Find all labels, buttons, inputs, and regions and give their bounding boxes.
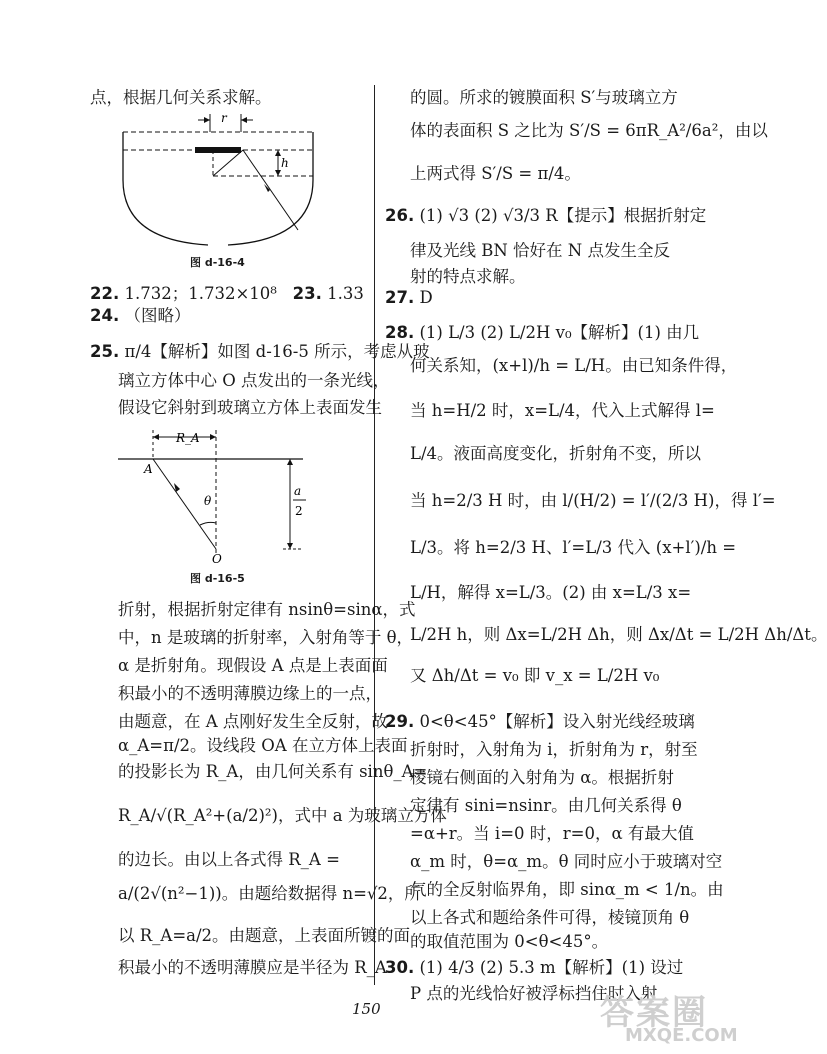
text-line: L/4。液面高度变化，折射角不变，所以 — [410, 444, 702, 463]
answer-text: 0<θ<45°【解析】设入射光线经玻璃 — [419, 712, 695, 731]
text-line: P 点的光线恰好被浮标挡住时入射 — [410, 984, 658, 1003]
question-row — [90, 283, 364, 305]
answer-text: 1.732；1.732×10⁸ — [124, 284, 277, 303]
text-line: 的取值范围为 0<θ<45°。 — [410, 932, 609, 951]
text-line: =α+r。当 i=0 时，r=0，α 有最大值 — [410, 824, 694, 843]
fig1-r-label: r — [221, 111, 227, 125]
watermark-logo: 答案圈 — [600, 993, 708, 1033]
question-row — [385, 287, 433, 309]
fig2-theta-label: θ — [204, 494, 212, 508]
question-row — [385, 322, 699, 344]
answer-text: π/4【解析】如图 d-16-5 所示，考虑从玻 — [124, 342, 430, 361]
fig1-h-label: h — [281, 156, 289, 170]
text-line: 积最小的不透明薄膜边缘上的一点， — [118, 684, 382, 703]
text-line: 由题意，在 A 点刚好发生全反射，故 — [118, 712, 388, 731]
question-number: 29. — [385, 712, 415, 731]
text-line: 的边长。由以上各式得 R_A = — [118, 850, 340, 869]
text-line: 假设它斜射到玻璃立方体上表面发生 — [118, 398, 382, 417]
text-line: α_m 时，θ=α_m。θ 同时应小于玻璃对空 — [410, 852, 723, 871]
text-line: 棱镜右侧面的入射角为 α。根据折射 — [410, 768, 674, 787]
question-row — [90, 341, 430, 363]
text-line: 以上各式和题给条件可得，棱镜顶角 θ — [410, 908, 690, 927]
question-row — [385, 957, 683, 979]
text-line: 当 h=H/2 时，x=L/4，代入上式解得 l= — [410, 401, 715, 420]
answer-text: D — [419, 288, 433, 307]
text-line: R_A/√(R_A²+(a/2)²)，式中 a 为玻璃立方体 — [118, 806, 447, 825]
column-divider — [374, 85, 375, 985]
text-line: 射的特点求解。 — [410, 267, 526, 286]
question-row — [90, 305, 190, 327]
watermark-url: MXQE.COM — [625, 1025, 738, 1046]
text-line: 的圆。所求的镀膜面积 S′与玻璃立方 — [410, 88, 678, 107]
figure-caption: 图 d-16-4 — [190, 256, 245, 269]
text-line: 点，根据几何关系求解。 — [90, 88, 272, 107]
answer-text: (1) 4/3 (2) 5.3 m【解析】(1) 设过 — [419, 958, 684, 977]
text-line: 折射，根据折射定律有 nsinθ=sinα，式 — [118, 600, 416, 619]
fig2-ra-label: R_A — [176, 431, 200, 445]
answer-text: (1) L/3 (2) L/2H v₀【解析】(1) 由几 — [419, 323, 700, 342]
figure-d-16-4 — [118, 110, 318, 255]
answer-text: （图略） — [124, 306, 191, 325]
question-number: 22. — [90, 284, 120, 303]
page-number: 150 — [352, 1000, 381, 1018]
question-number: 27. — [385, 288, 415, 307]
text-line: 中，n 是玻璃的折射率，入射角等于 θ， — [118, 628, 414, 647]
question-number: 24. — [90, 306, 120, 325]
text-line: a/(2√(n²−1))。由题给数据得 n=√2，所 — [118, 884, 421, 903]
fig2-o-label: O — [212, 552, 222, 566]
question-number: 23. — [292, 284, 322, 303]
text-line: 的投影长为 R_A，由几何关系有 sinθ_A= — [118, 762, 428, 781]
text-line: L/H，解得 x=L/3。(2) 由 x=L/3 x= — [410, 583, 692, 602]
text-line: 何关系知，(x+l)/h = L/H。由已知条件得， — [410, 356, 738, 375]
question-row — [385, 711, 695, 733]
question-number: 28. — [385, 323, 415, 342]
text-line: 当 h=2/3 H 时，由 l/(H/2) = l′/(2/3 H)，得 l′= — [410, 491, 776, 510]
text-line: 以 R_A=a/2。由题意，上表面所镀的面 — [118, 926, 411, 945]
question-number: 26. — [385, 206, 415, 225]
text-line: 上两式得 S′/S = π/4。 — [410, 164, 581, 183]
question-row — [385, 205, 706, 227]
figure-d-16-5 — [118, 425, 318, 565]
text-line: 璃立方体中心 O 点发出的一条光线， — [118, 371, 390, 390]
text-line: 又 Δh/Δt = v₀ 即 v_x = L/2H v₀ — [410, 666, 660, 685]
text-line: α 是折射角。现假设 A 点是上表面面 — [118, 656, 388, 675]
figure-caption: 图 d-16-5 — [190, 572, 245, 585]
fig2-2-dim: 2 — [295, 504, 303, 518]
text-line: 定律有 sini=nsinr。由几何关系得 θ — [410, 796, 682, 815]
answer-text: (1) √3 (2) √3/3 R【提示】根据折射定 — [419, 206, 707, 225]
fig2-a-label: A — [144, 462, 153, 476]
answer-text: 1.33 — [327, 284, 364, 303]
question-number: 25. — [90, 342, 120, 361]
text-line: 律及光线 BN 恰好在 N 点发生全反 — [410, 241, 670, 260]
question-number: 30. — [385, 958, 415, 977]
text-line: 体的表面积 S 之比为 S′/S = 6πR_A²/6a²，由以 — [410, 121, 768, 140]
text-line: 积最小的不透明薄膜应是半径为 R_A — [118, 958, 387, 977]
text-line: L/2H h，则 Δx=L/2H Δh，则 Δx/Δt = L/2H Δh/Δt。 — [410, 625, 827, 644]
text-line: 折射时，入射角为 i，折射角为 r，射至 — [410, 740, 698, 759]
text-line: 气的全反射临界角，即 sinα_m < 1/n。由 — [410, 880, 724, 899]
fig2-a-dim: a — [294, 484, 302, 498]
text-line: α_A=π/2。设线段 OA 在立方体上表面 — [118, 736, 408, 755]
text-line: L/3。将 h=2/3 H、l′=L/3 代入 (x+l′)/h = — [410, 538, 737, 557]
